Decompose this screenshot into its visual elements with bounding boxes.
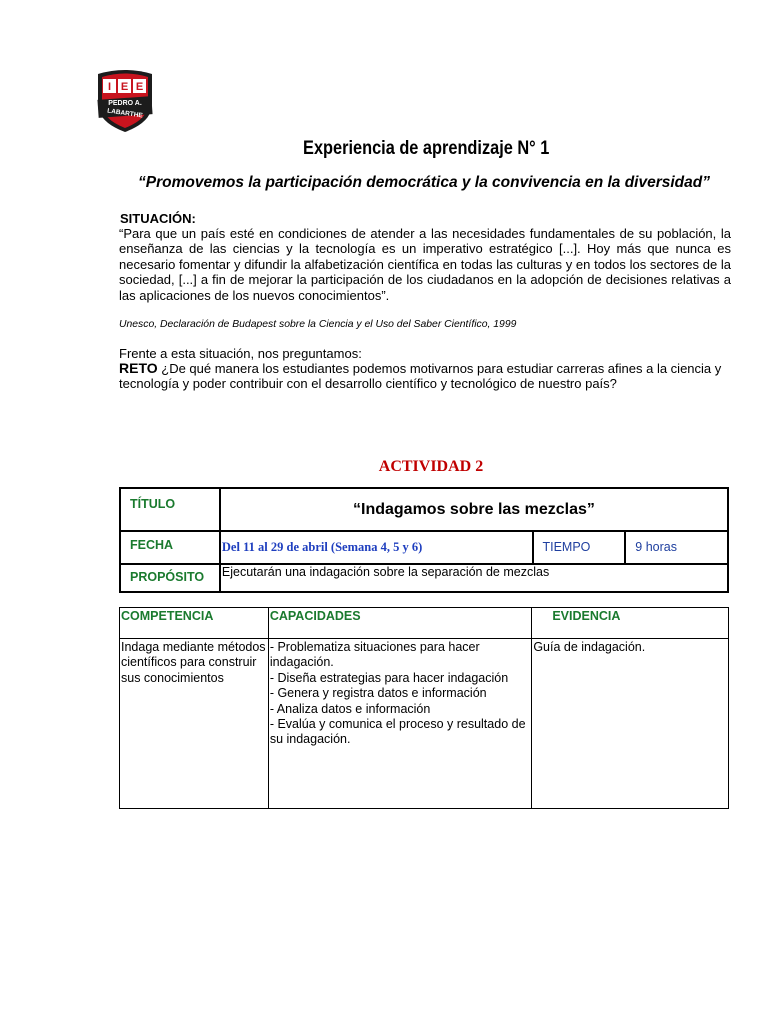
citation: Unesco, Declaración de Budapest sobre la Ciencia y el Uso del Saber Científico, 1999 — [119, 319, 517, 330]
logo-letter: E — [120, 81, 129, 93]
tiempo-label: TIEMPO — [533, 531, 625, 564]
reto-text: ¿De qué manera los estudiantes podemos motivarnos para estudiar carreras afines a la ciencia y tecnología y poder contribuir con el desarrollo científico y tecnológico de nuestro país? — [119, 361, 722, 392]
actividad-heading: ACTIVIDAD 2 — [378, 458, 484, 475]
frente-text: Frente a esta situación, nos preguntamos: — [119, 346, 362, 361]
capacidad-item: - Diseña estrategias para hacer indagación — [269, 670, 509, 685]
actividad-table — [119, 487, 729, 593]
proposito-value: Ejecutarán una indagación sobre la separación de mezclas — [220, 564, 728, 592]
situacion-label: SITUACIÓN: — [120, 211, 196, 226]
reto-paragraph — [119, 361, 731, 392]
capacidad-item: - Analiza datos e información — [269, 701, 431, 716]
capacidad-item: - Evalúa y comunica el proceso y resultado de su indagación. — [269, 717, 526, 747]
reto-label: RETO — [119, 360, 158, 376]
logo-letter: I — [107, 81, 112, 93]
proposito-label: PROPÓSITO — [120, 564, 220, 592]
capacidad-item: - Problematiza situaciones para hacer indagación. — [269, 640, 480, 670]
header-capacidades: CAPACIDADES — [268, 608, 531, 639]
evidencia-cell: Guía de indagación. — [532, 639, 729, 809]
header-evidencia: EVIDENCIA — [532, 608, 729, 639]
header-competencia: COMPETENCIA — [120, 608, 269, 639]
page-subtitle: “Promovemos la participación democrática y la convivencia en la diversidad” — [137, 174, 710, 191]
school-logo — [94, 68, 156, 134]
titulo-label: TÍTULO — [120, 488, 220, 531]
page-title: Experiencia de aprendizaje N° 1 — [302, 138, 550, 159]
fecha-value: Del 11 al 29 de abril (Semana 4, 5 y 6) — [220, 531, 534, 564]
logo-letter: E — [135, 81, 144, 93]
capacidades-cell — [268, 639, 531, 809]
capacidad-item: - Genera y registra datos e información — [269, 686, 487, 701]
situacion-text: “Para que un país esté en condiciones de atender a las necesidades fundamentales de su población, la enseñanza de las ciencias y la tecnología es un imperativo estratégico [...]. Hoy más que nunca es necesario fomentar y difundir la alfabetización científica en todas las culturas y en todos los sectores de la sociedad, [...] a fin de mejorar la participación de los ciudadanos en la adopción de decisiones relativas a las aplicaciones de los nuevos conocimientos”. — [119, 226, 731, 303]
tiempo-value: 9 horas — [625, 531, 728, 564]
competencias-table — [119, 607, 729, 809]
titulo-value: “Indagamos sobre las mezclas” — [220, 488, 728, 531]
logo-line2: LABARTHE — [106, 107, 144, 120]
fecha-label: FECHA — [120, 531, 220, 564]
logo-line1: PEDRO A. — [108, 100, 142, 107]
competencia-cell: Indaga mediante métodos científicos para construir sus conocimientos — [120, 639, 269, 809]
